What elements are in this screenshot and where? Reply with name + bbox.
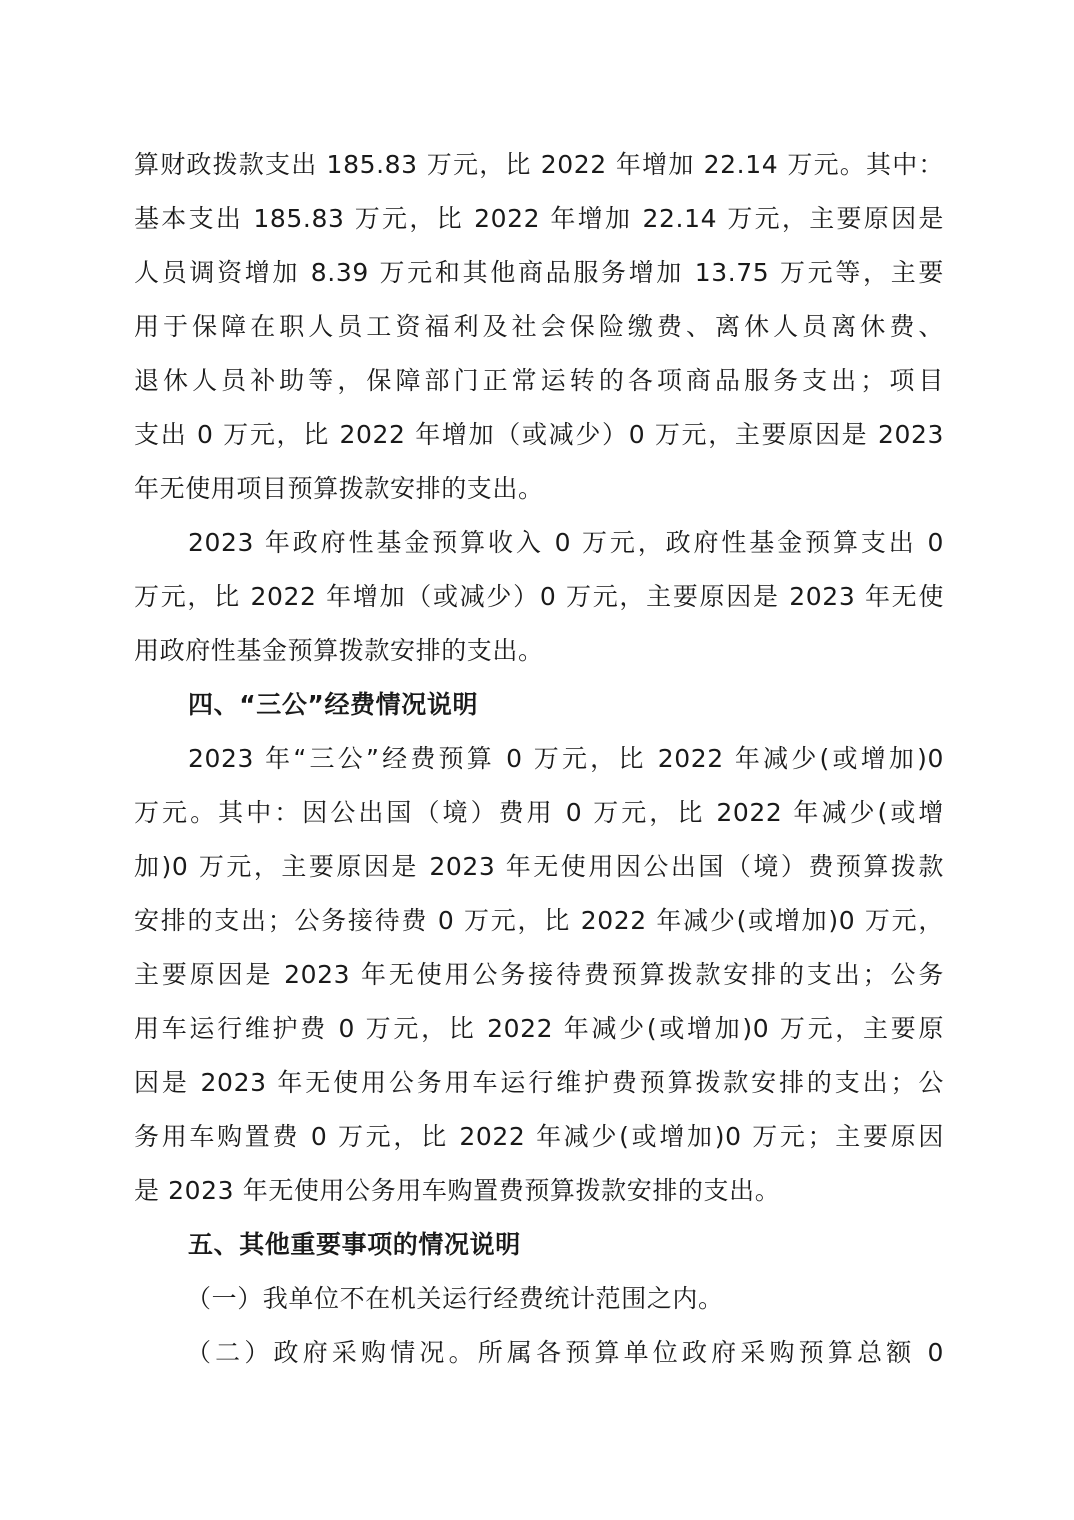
section-4-line-3: 加)0 万元，主要原因是 2023 年无使用因公出国（境）费预算拨款 — [134, 852, 944, 881]
paragraph-1-line-3: 人员调资增加 8.39 万元和其他商品服务增加 13.75 万元等，主要 — [134, 258, 944, 287]
section-5-item-2: （二）政府采购情况。所属各预算单位政府采购预算总额 0 — [186, 1338, 944, 1367]
paragraph-2-line-2: 万元，比 2022 年增加（或减少）0 万元，主要原因是 2023 年无使 — [134, 582, 944, 611]
section-4-line-7: 因是 2023 年无使用公务用车运行维护费预算拨款安排的支出；公 — [134, 1068, 944, 1097]
paragraph-1-line-4: 用于保障在职人员工资福利及社会保险缴费、离休人员离休费、 — [134, 312, 944, 341]
paragraph-1-line-2: 基本支出 185.83 万元，比 2022 年增加 22.14 万元，主要原因是 — [134, 204, 944, 233]
paragraph-2-line-3: 用政府性基金预算拨款安排的支出。 — [134, 636, 544, 665]
paragraph-1-line-7: 年无使用项目预算拨款安排的支出。 — [134, 474, 544, 503]
section-4-line-8: 务用车购置费 0 万元，比 2022 年减少(或增加)0 万元；主要原因 — [134, 1122, 944, 1151]
section-4-line-4: 安排的支出；公务接待费 0 万元，比 2022 年减少(或增加)0 万元， — [134, 906, 944, 935]
section-4-line-9: 是 2023 年无使用公务用车购置费预算拨款安排的支出。 — [134, 1176, 781, 1205]
section-4-heading: 四、“三公”经费情况说明 — [188, 690, 479, 719]
section-4-line-2: 万元。其中：因公出国（境）费用 0 万元，比 2022 年减少(或增 — [134, 798, 944, 827]
section-5-heading: 五、其他重要事项的情况说明 — [188, 1230, 521, 1259]
paragraph-2-line-1: 2023 年政府性基金预算收入 0 万元，政府性基金预算支出 0 — [188, 528, 944, 557]
section-4-line-6: 用车运行维护费 0 万元，比 2022 年减少(或增加)0 万元，主要原 — [134, 1014, 944, 1043]
paragraph-1-line-6: 支出 0 万元，比 2022 年增加（或减少）0 万元，主要原因是 2023 — [134, 420, 944, 449]
section-5-item-1: （一）我单位不在机关运行经费统计范围之内。 — [186, 1284, 724, 1313]
section-4-line-1: 2023 年“三公”经费预算 0 万元，比 2022 年减少(或增加)0 — [188, 744, 944, 773]
paragraph-1-line-5: 退休人员补助等，保障部门正常运转的各项商品服务支出；项目 — [134, 366, 944, 395]
paragraph-1-line-1: 算财政拨款支出 185.83 万元，比 2022 年增加 22.14 万元。其中： — [134, 150, 944, 179]
section-4-line-5: 主要原因是 2023 年无使用公务接待费预算拨款安排的支出；公务 — [134, 960, 944, 989]
